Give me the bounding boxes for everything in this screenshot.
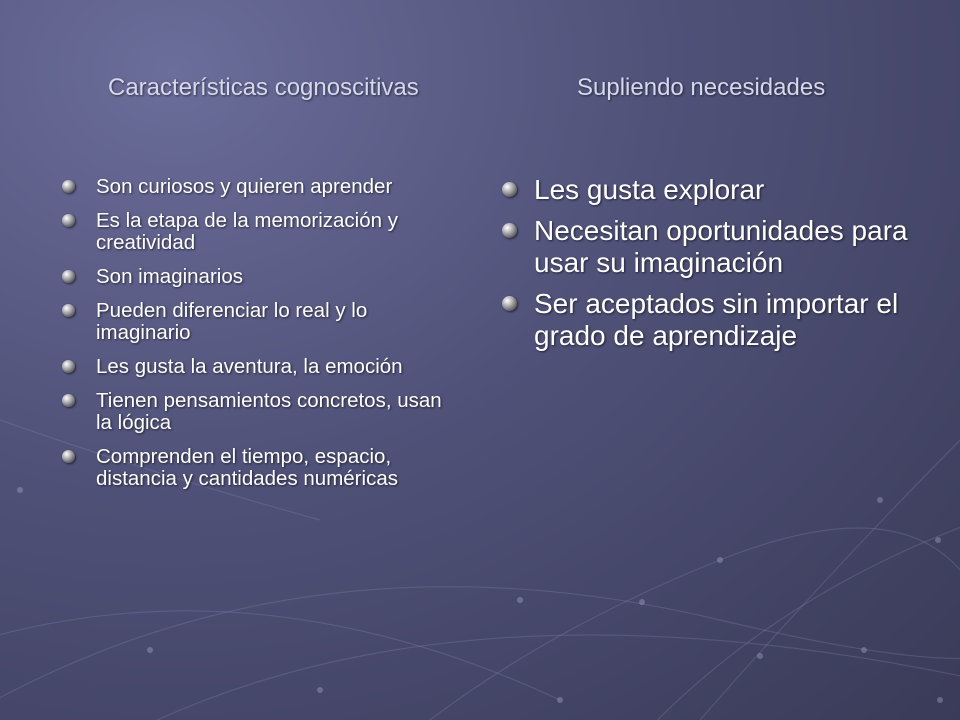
- bullet-sphere-icon: [502, 296, 517, 311]
- list-item-text: Son curiosos y quieren aprender: [96, 175, 393, 198]
- list-item: [62, 446, 462, 490]
- bullet-sphere-icon: [62, 450, 75, 463]
- bullet-sphere-icon: [502, 182, 517, 197]
- list-item: [62, 210, 462, 254]
- list-item-text: Les gusta explorar: [534, 174, 765, 205]
- list-item: [62, 390, 462, 434]
- list-item: [62, 356, 462, 378]
- list-item-text: Comprenden el tiempo, espacio, distancia y cantidades numéricas: [96, 445, 398, 490]
- list-item-text: Necesitan oportunidades para usar su imaginación: [534, 215, 908, 278]
- list-item-text: Pueden diferenciar lo real y lo imaginario: [96, 299, 368, 344]
- list-item: [62, 266, 462, 288]
- list-item: [502, 174, 922, 206]
- bullet-sphere-icon: [62, 304, 75, 317]
- list-item-text: Les gusta la aventura, la emoción: [96, 355, 403, 378]
- list-item-text: Es la etapa de la memorización y creatividad: [96, 209, 398, 254]
- bullet-sphere-icon: [62, 394, 75, 407]
- list-item-text: Son imaginarios: [96, 265, 243, 288]
- list-item: [62, 300, 462, 344]
- left-column-heading: Características cognoscitivas: [108, 74, 419, 101]
- bullet-sphere-icon: [62, 360, 75, 373]
- bullet-sphere-icon: [62, 270, 75, 283]
- list-item: [502, 215, 922, 279]
- cognitive-characteristics-list: [62, 176, 462, 502]
- needs-list: [502, 174, 922, 361]
- bullet-sphere-icon: [62, 214, 75, 227]
- list-item-text: Tienen pensamientos concretos, usan la lógica: [96, 389, 442, 434]
- bullet-sphere-icon: [62, 180, 75, 193]
- bullet-sphere-icon: [502, 223, 517, 238]
- list-item: [62, 176, 462, 198]
- list-item-text: Ser aceptados sin importar el grado de aprendizaje: [534, 288, 899, 351]
- list-item: [502, 288, 922, 352]
- right-column-heading: Supliendo necesidades: [577, 74, 826, 101]
